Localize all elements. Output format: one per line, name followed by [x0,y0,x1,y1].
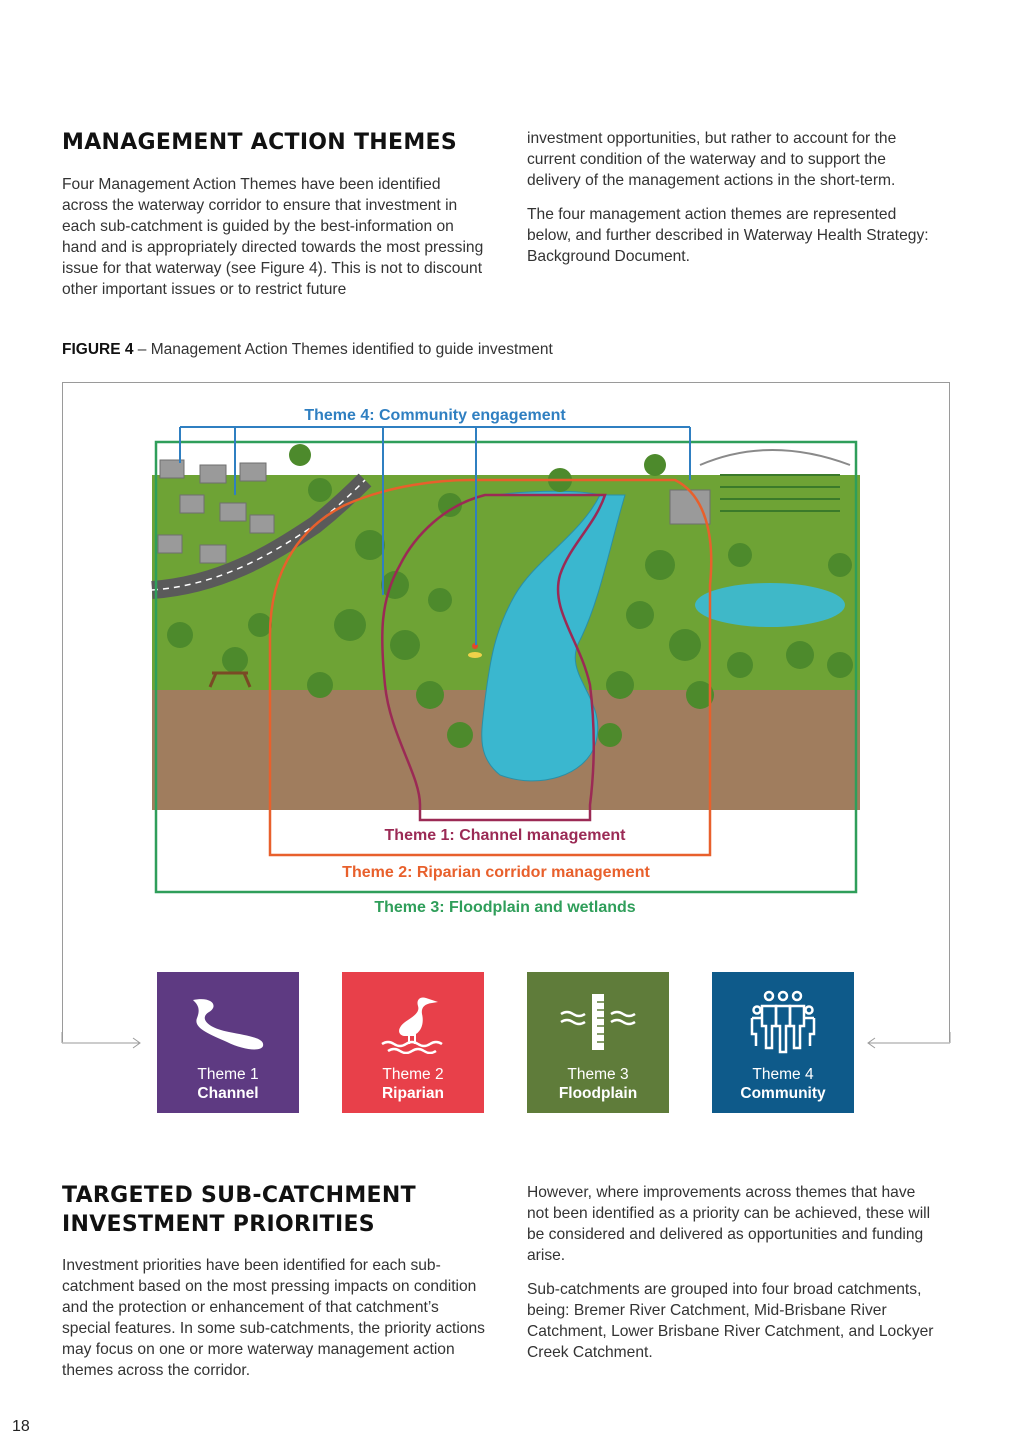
theme-tile-channel [157,972,299,1113]
theme1-diagram-label: Theme 1: Channel management [384,827,626,844]
kayak [468,652,482,658]
heron-icon [342,988,484,1054]
themes-paragraph-3: The four management action themes are represented below, and further described in Waterway Health Strategy: Background Document. [527,206,929,265]
right-connector-arrow [862,1032,954,1054]
figure-label: FIGURE 4 [62,341,134,358]
priorities-paragraph-3: Sub-catchments are grouped into four broad catchments, being: Bremer River Catchment, Mid-Brisbane River Catchment, Lower Brisbane River Catchment, and Lockyer Creek Catchment. [527,1281,934,1361]
wetland-pond [695,583,845,627]
theme4-diagram-label: Theme 4: Community engagement [304,407,566,424]
priorities-heading-line-1: TARGETED SUB-CATCHMENT [62,1183,416,1208]
tile-theme-number: Theme 4 [752,1066,814,1083]
themes-paragraph-1: Four Management Action Themes have been identified across the waterway corridor to ensure that investment in each sub-catchment is guided by the best-information on hand and is appropriately directed towards the most pressing issue for that waterway (see Figure 4). This is not to discount other important issues or to restrict future [62,176,484,298]
section-heading-priorities [62,1181,416,1239]
figure-caption [62,341,553,359]
themes-paragraph-2: investment opportunities, but rather to account for the current condition of the waterway and to support the delivery of the management actions in the short-term. [527,130,897,189]
irrigator [700,450,850,465]
section-heading-themes: MANAGEMENT ACTION THEMES [62,130,457,155]
tile-theme-name: Riparian [381,1085,444,1102]
tile-theme-name: Community [740,1085,826,1102]
theme-tile-community [712,972,854,1113]
tile-theme-number: Theme 2 [382,1066,444,1083]
tile-theme-number: Theme 3 [567,1066,629,1083]
tile-theme-name: Channel [197,1085,259,1102]
left-connector-arrow [60,1032,150,1054]
figure-caption-text: – Management Action Themes identified to guide investment [133,341,553,358]
priorities-paragraph-1: Investment priorities have been identified for each sub-catchment based on the most pressing impacts on condition and the protection or enhancement of that catchment’s special features. In some sub-catchments, the priority actions may focus on one or more waterway management action themes across the corridor. [62,1257,485,1379]
people-group-icon [712,988,854,1054]
theme2-diagram-label: Theme 2: Riparian corridor management [342,864,650,881]
catchment-illustration [140,395,880,925]
theme-tile-riparian [342,972,484,1113]
page-number: 18 [12,1418,30,1435]
tile-theme-name: Floodplain [558,1085,638,1102]
priorities-heading-line-2: INVESTMENT PRIORITIES [62,1212,375,1237]
theme3-diagram-label: Theme 3: Floodplain and wetlands [374,899,636,916]
priorities-paragraph-2: However, where improvements across themes that have not been identified as a priority can be achieved, these will be considered and delivered as opportunities and funding arise. [527,1184,931,1264]
flood-gauge-icon [527,988,669,1054]
theme-tile-floodplain [527,972,669,1113]
river-icon [157,988,299,1054]
tile-theme-number: Theme 1 [197,1066,259,1083]
